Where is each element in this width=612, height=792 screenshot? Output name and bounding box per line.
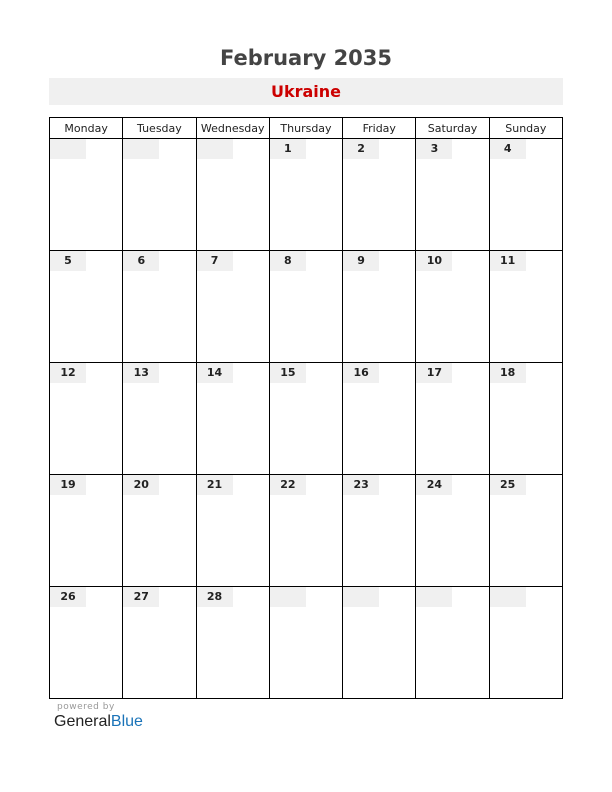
page-title: February 2035 [219,46,393,70]
calendar-grid [49,117,563,699]
day-cell [416,139,489,251]
week-row [50,475,563,587]
day-number: 16 [343,363,379,383]
day-number [270,587,306,607]
weekday-header: Tuesday [123,118,196,139]
day-number: 2 [343,139,379,159]
day-cell [50,139,123,251]
day-cell [489,587,562,699]
day-cell [416,475,489,587]
day-cell [123,363,196,475]
day-cell [196,139,269,251]
week-row [50,139,563,251]
day-cell [269,587,342,699]
day-number: 27 [123,587,159,607]
day-cell [123,475,196,587]
day-cell [50,363,123,475]
day-number [490,587,526,607]
day-number: 28 [197,587,233,607]
day-number: 17 [416,363,452,383]
day-cell [489,139,562,251]
day-cell [343,475,416,587]
day-cell [343,139,416,251]
day-cell [196,251,269,363]
day-number: 25 [490,475,526,495]
day-cell [50,587,123,699]
week-row [50,251,563,363]
day-cell [343,363,416,475]
day-number: 14 [197,363,233,383]
country-label: Ukraine [270,82,342,101]
day-number: 3 [416,139,452,159]
powered-by-text: powered by [57,702,115,712]
logo-text-general: General [54,713,111,730]
generalblue-logo[interactable] [54,713,143,731]
day-cell [416,251,489,363]
day-number: 12 [50,363,86,383]
day-number: 8 [270,251,306,271]
week-row [50,587,563,699]
week-row [50,363,563,475]
day-cell [343,587,416,699]
country-banner [49,78,563,105]
day-number: 11 [490,251,526,271]
day-cell [416,363,489,475]
weekday-header: Sunday [489,118,562,139]
day-number: 10 [416,251,452,271]
day-cell [123,139,196,251]
day-cell [269,251,342,363]
day-number [416,587,452,607]
day-number [50,139,86,159]
day-cell [343,251,416,363]
day-cell [196,475,269,587]
day-cell [489,475,562,587]
day-cell [269,363,342,475]
day-cell [489,363,562,475]
day-number [123,139,159,159]
day-number: 1 [270,139,306,159]
day-cell [50,475,123,587]
weekday-header: Thursday [269,118,342,139]
weekday-header: Saturday [416,118,489,139]
day-number: 7 [197,251,233,271]
day-number: 23 [343,475,379,495]
day-cell [416,587,489,699]
day-cell [123,587,196,699]
day-number: 20 [123,475,159,495]
day-number: 9 [343,251,379,271]
day-cell [123,251,196,363]
day-number: 24 [416,475,452,495]
day-number: 19 [50,475,86,495]
day-number: 21 [197,475,233,495]
day-number: 18 [490,363,526,383]
day-cell [489,251,562,363]
day-number: 4 [490,139,526,159]
day-cell [50,251,123,363]
day-cell [196,363,269,475]
day-number [343,587,379,607]
day-cell [196,587,269,699]
day-number: 6 [123,251,159,271]
day-number: 22 [270,475,306,495]
weekday-header: Wednesday [196,118,269,139]
weekday-header-row [50,118,563,139]
day-cell [269,139,342,251]
day-number: 13 [123,363,159,383]
day-number: 26 [50,587,86,607]
day-number: 5 [50,251,86,271]
weekday-header: Friday [343,118,416,139]
day-number [197,139,233,159]
weekday-header: Monday [50,118,123,139]
day-cell [269,475,342,587]
day-number: 15 [270,363,306,383]
logo-text-blue: Blue [110,713,143,730]
